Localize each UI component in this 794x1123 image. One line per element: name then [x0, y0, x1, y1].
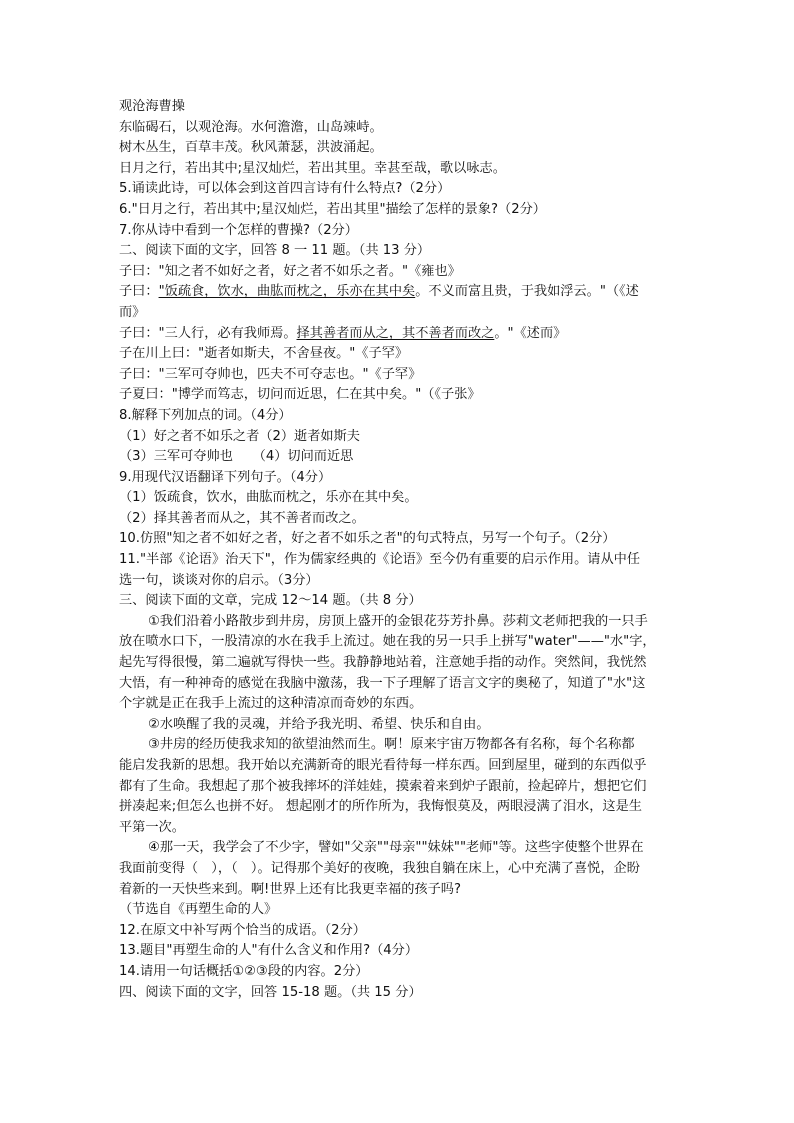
paragraph-4-line: ④那一天，我学会了不少字，譬如"父亲""母亲""妹妹""老师"等。这些字使整个世界在	[148, 840, 644, 856]
question-12: 12.在原文中补写两个恰当的成语。（2分）	[119, 922, 366, 938]
paragraph-1-line: 起先写得很慢，第二遍就写得快一些。我静静地站着，注意她手指的动作。突然间，我恍然	[119, 655, 647, 671]
quote-rest: 。"《述而》	[494, 325, 567, 341]
analects-quote-3	[119, 324, 679, 345]
paragraph-2: ②水唤醒了我的灵魂，并给予我光明、希望、快乐和自由。	[148, 716, 490, 732]
question-8-items: （3）三军可夺帅也 （4）切问而近思	[119, 449, 354, 465]
paragraph-1-line: 大悟，有一种神奇的感觉在我脑中激荡，我一下子理解了语言文字的奥秘了，知道了"水"这	[119, 675, 646, 691]
question-11: 11."半部《论语》治天下"，作为儒家经典的《论语》至今仍有重要的启示作用。请从中任	[119, 552, 641, 568]
question-13: 13.题目"再塑生命的人"有什么含义和作用?（4分）	[119, 943, 419, 959]
document-page	[119, 97, 679, 1003]
underlined-phrase: "饭疏食，饮水，曲肱而枕之，乐亦在其中矣	[158, 284, 416, 300]
source-note: （节选自《再塑生命的人》	[119, 902, 278, 918]
paragraph-1-line: 个字就是正在我手上流过的这种清凉而奇妙的东西。	[119, 696, 423, 712]
analects-quote-4: 子在川上曰："逝者如斯夫，不舍昼夜。"《子罕》	[119, 346, 409, 362]
analects-quote-6: 子夏曰："博学而笃志，切问而近思，仁在其中矣。"（《子张》	[119, 387, 481, 403]
analects-quote-5: 子曰："三军可夺帅也，匹夫不可夺志也。"《子罕》	[119, 366, 422, 382]
question-8-items: （1）好之者不如乐之者（2）逝者如斯夫	[119, 428, 360, 444]
section-3-heading: 三、阅读下面的文章，完成 12～14 题。（共 8 分）	[119, 593, 422, 609]
paragraph-3-line: ③井房的经历使我求知的欲望油然而生。啊！原来宇宙万物都各有名称，每个名称都	[148, 737, 635, 753]
analects-quote-2	[119, 282, 679, 303]
paragraph-3-line: 都有了生命。我想起了那个被我摔坏的洋娃娃，摸索着来到炉子跟前，捡起碎片，想把它们	[119, 778, 647, 794]
analects-quote-1: 子曰："知之者不如好之者，好之者不如乐之者。"《雍也》	[119, 263, 461, 279]
question-11-cont: 选一句，谈谈对你的启示。（3分）	[119, 572, 319, 588]
question-5: 5.诵读此诗，可以体会到这首四言诗有什么特点?（2分）	[119, 181, 451, 197]
poem-line: 东临碣石，以观沧海。水何澹澹，山岛竦峙。	[119, 119, 383, 135]
question-9: 9.用现代汉语翻译下列句子。（4分）	[119, 469, 332, 485]
question-9-item: （1）饭疏食，饮水，曲肱而枕之，乐亦在其中矣。	[119, 490, 418, 506]
paragraph-1-line: 放在喷水口下，一股清凉的水在我手上流过。她在我的另一只手上拼写"water"——"水"字，	[119, 634, 656, 650]
question-14: 14.请用一句话概括①②③段的内容。2分）	[119, 963, 369, 979]
paragraph-1-line: ①我们沿着小路散步到井房，房顶上盛开的金银花芬芳扑鼻。莎莉文老师把我的一只手	[148, 613, 648, 629]
question-6: 6."日月之行，若出其中;星汉灿烂，若出其里"描绘了怎样的景象?（2分）	[119, 201, 546, 217]
section-2-heading: 二、阅读下面的文字，回答 8 一 11 题。（共 13 分）	[119, 243, 431, 259]
poem-title: 观沧海曹操	[119, 99, 185, 114]
paragraph-3-line: 能启发我新的思想。我开始以充满新奇的眼光看待每一样东西。回到屋里，碰到的东西似乎	[119, 758, 647, 773]
question-7: 7.你从诗中看到一个怎样的曹操?（2分）	[119, 222, 358, 238]
paragraph-3-line: 平第一次。	[119, 819, 185, 835]
quote-prefix: 子曰："三人行，必有我师焉。	[119, 325, 297, 341]
question-8: 8.解释下列加点的词。（4分）	[119, 407, 292, 423]
paragraph-4-line: 我面前变得（ ），（ ）。记得那个美好的夜晚，我独自躺在床上，心中充满了喜悦，企盼	[119, 860, 640, 876]
question-9-item: （2）择其善者而从之，其不善者而改之。	[119, 510, 365, 526]
section-4-heading: 四、阅读下面的文字，回答 15-18 题。（共 15 分）	[119, 984, 422, 1000]
paragraph-4-line: 着新的一天快些来到。啊!世界上还有比我更幸福的孩子吗?	[119, 881, 461, 897]
poem-line: 日月之行，若出其中;星汉灿烂，若出其里。幸甚至哉，歌以咏志。	[119, 160, 506, 176]
paragraph-3-line: 拼凑起来;但怎么也拼不好。 想起刚才的所作所为，我悔恨莫及，两眼浸满了泪水，这是生	[119, 799, 642, 815]
question-10: 10.仿照"知之者不如好之者，好之者不如乐之者"的句式特点，另写一个句子。（2分）	[119, 531, 616, 547]
poem-line: 树木丛生，百草丰茂。秋风萧瑟，洪波涌起。	[119, 140, 383, 156]
quote-prefix: 子曰：	[119, 284, 159, 300]
underlined-phrase: 择其善者而从之，其不善者而改之	[296, 325, 495, 341]
quote-rest: 。不义而富且贵，于我如浮云。"（《述	[415, 284, 639, 300]
analects-quote-2-cont: 而》	[119, 304, 146, 320]
